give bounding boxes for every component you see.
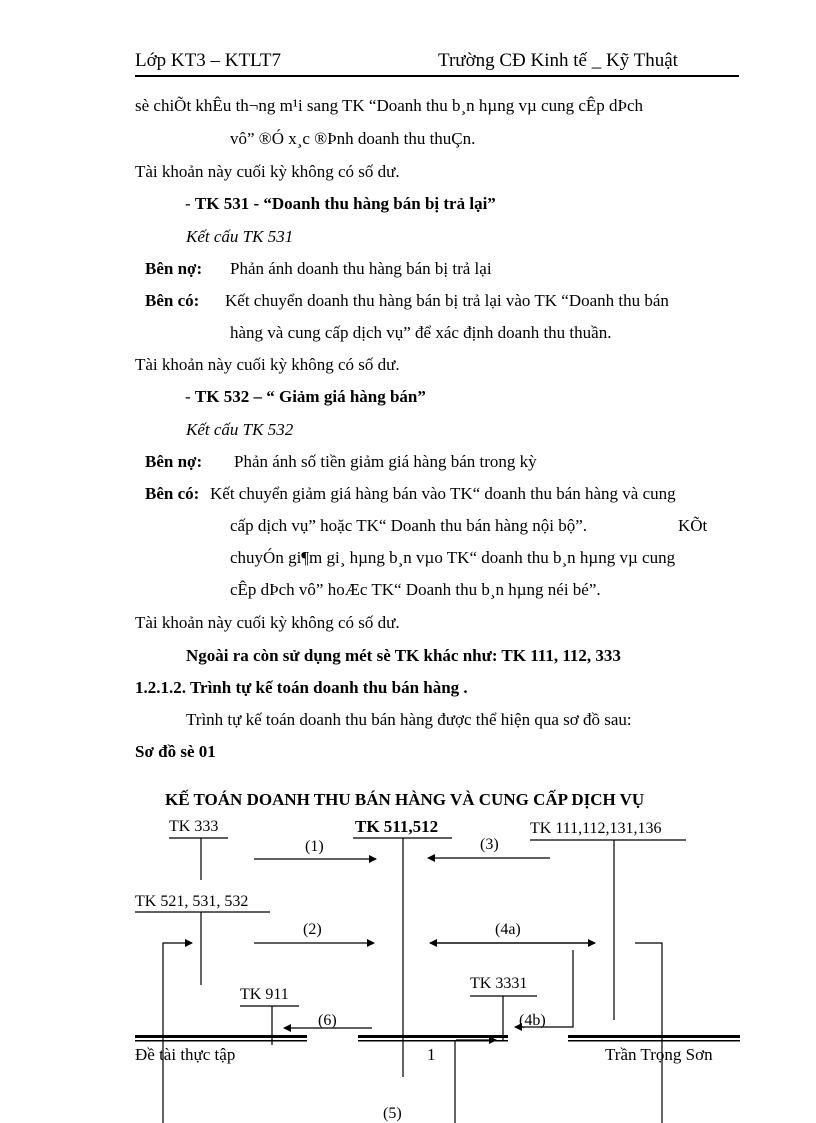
header-right: Trường CĐ Kinh tế _ Kỹ Thuật: [438, 50, 678, 71]
debit-label: Bên nợ:: [145, 259, 203, 278]
page-number: 1: [427, 1045, 436, 1064]
diagram-label: Sơ đồ sè 01: [135, 742, 216, 761]
footer-rule-top: [358, 1035, 508, 1038]
flow-label-4a: (4a): [495, 921, 521, 938]
para-line: Tài khoản này cuối kỳ không có số dư.: [135, 613, 400, 632]
footer-rule-top: [568, 1035, 740, 1038]
account-911: TK 911: [240, 986, 289, 1003]
para-line: sè chiÕt khÊu th¬ng m¹i sang TK “Doanh thu b¸n hµng vµ cung cÊp dÞch: [135, 96, 643, 115]
section-text: Trình tự kế toán doanh thu bán hàng được thể hiện qua sơ đồ sau:: [186, 710, 632, 729]
credit-text: hàng và cung cấp dịch vụ” để xác định doanh thu thuần.: [230, 323, 612, 342]
credit-text: cÊp dÞch vô” hoÆc TK“ Doanh thu b¸n hµng néi bé”.: [230, 580, 601, 599]
tk532-title: TK 532 – “ Giảm giá hàng bán”: [194, 387, 426, 406]
credit-text: cấp dịch vụ” hoặc TK“ Doanh thu bán hàng nội bộ”.: [230, 516, 588, 535]
footer-rule-bottom: [135, 1040, 307, 1042]
flow-label-6: (6): [318, 1012, 337, 1029]
footer-right: Trần Trọng Sơn: [605, 1045, 713, 1064]
tk532-structure: Kết cấu TK 532: [186, 420, 294, 439]
credit-label: Bên có:: [145, 484, 200, 503]
account-3331: TK 3331: [470, 975, 528, 992]
footer-left: Đề tài thực tập: [135, 1045, 236, 1064]
para-line: Tài khoản này cuối kỳ không có số dư.: [135, 355, 400, 374]
section-title: 1.2.1.2. Trình tự kế toán doanh thu bán hàng .: [135, 678, 468, 697]
footer-rule-top: [135, 1035, 307, 1038]
header-left: Lớp KT3 – KTLT7: [135, 50, 282, 71]
flow-label-4b: (4b): [519, 1012, 546, 1029]
flow-arrow-4b: [515, 950, 573, 1027]
flow-label-5: (5): [383, 1105, 402, 1122]
flow-label-1: (1): [305, 838, 324, 855]
credit-label: Bên có:: [145, 291, 200, 310]
account-511: TK 511,512: [355, 817, 439, 836]
credit-text: chuyÓn gi¶m gi¸ hµng b¸n vµo TK“ doanh thu b¸n hµng vµ cung: [230, 548, 676, 567]
account-333: TK 333: [169, 818, 219, 835]
other-accounts: Ngoài ra còn sử dụng mét sè TK khác như: TK 111, 112, 333: [186, 646, 621, 665]
debit-text: Phản ánh doanh thu hàng bán bị trả lại: [230, 259, 492, 278]
debit-text: Phản ánh số tiền giảm giá hàng bán trong kỳ: [234, 452, 537, 471]
para-line: Tài khoản này cuối kỳ không có số dư.: [135, 162, 400, 181]
tk531-title: TK 531 - “Doanh thu hàng bán bị trả lại”: [194, 194, 496, 213]
credit-text: Kết chuyển giảm giá hàng bán vào TK“ doanh thu bán hàng và cung: [210, 484, 676, 503]
credit-text: Kết chuyển doanh thu hàng bán bị trả lại vào TK “Doanh thu bán: [225, 291, 669, 310]
account-521: TK 521, 531, 532: [135, 893, 249, 910]
para-line: vô” ®Ó x¸c ®Þnh doanh thu thuÇn.: [230, 129, 476, 148]
flow-line-5-right: [635, 943, 662, 1123]
flow-label-2: (2): [303, 921, 322, 938]
account-111: TK 111,112,131,136: [530, 820, 662, 837]
flow-label-3: (3): [480, 836, 499, 853]
dash: -: [185, 387, 195, 406]
diagram-title: KẾ TOÁN DOANH THU BÁN HÀNG VÀ CUNG CẤP DỊCH VỤ: [165, 790, 645, 809]
flow-arrow-5-left: [163, 943, 192, 1123]
dash: -: [185, 194, 195, 213]
debit-label: Bên nợ:: [145, 452, 203, 471]
footer-rule-bottom: [358, 1040, 508, 1042]
credit-text: KÕt: [678, 516, 708, 535]
tk531-structure: Kết cấu TK 531: [186, 227, 294, 246]
footer-rule-bottom: [568, 1040, 740, 1042]
